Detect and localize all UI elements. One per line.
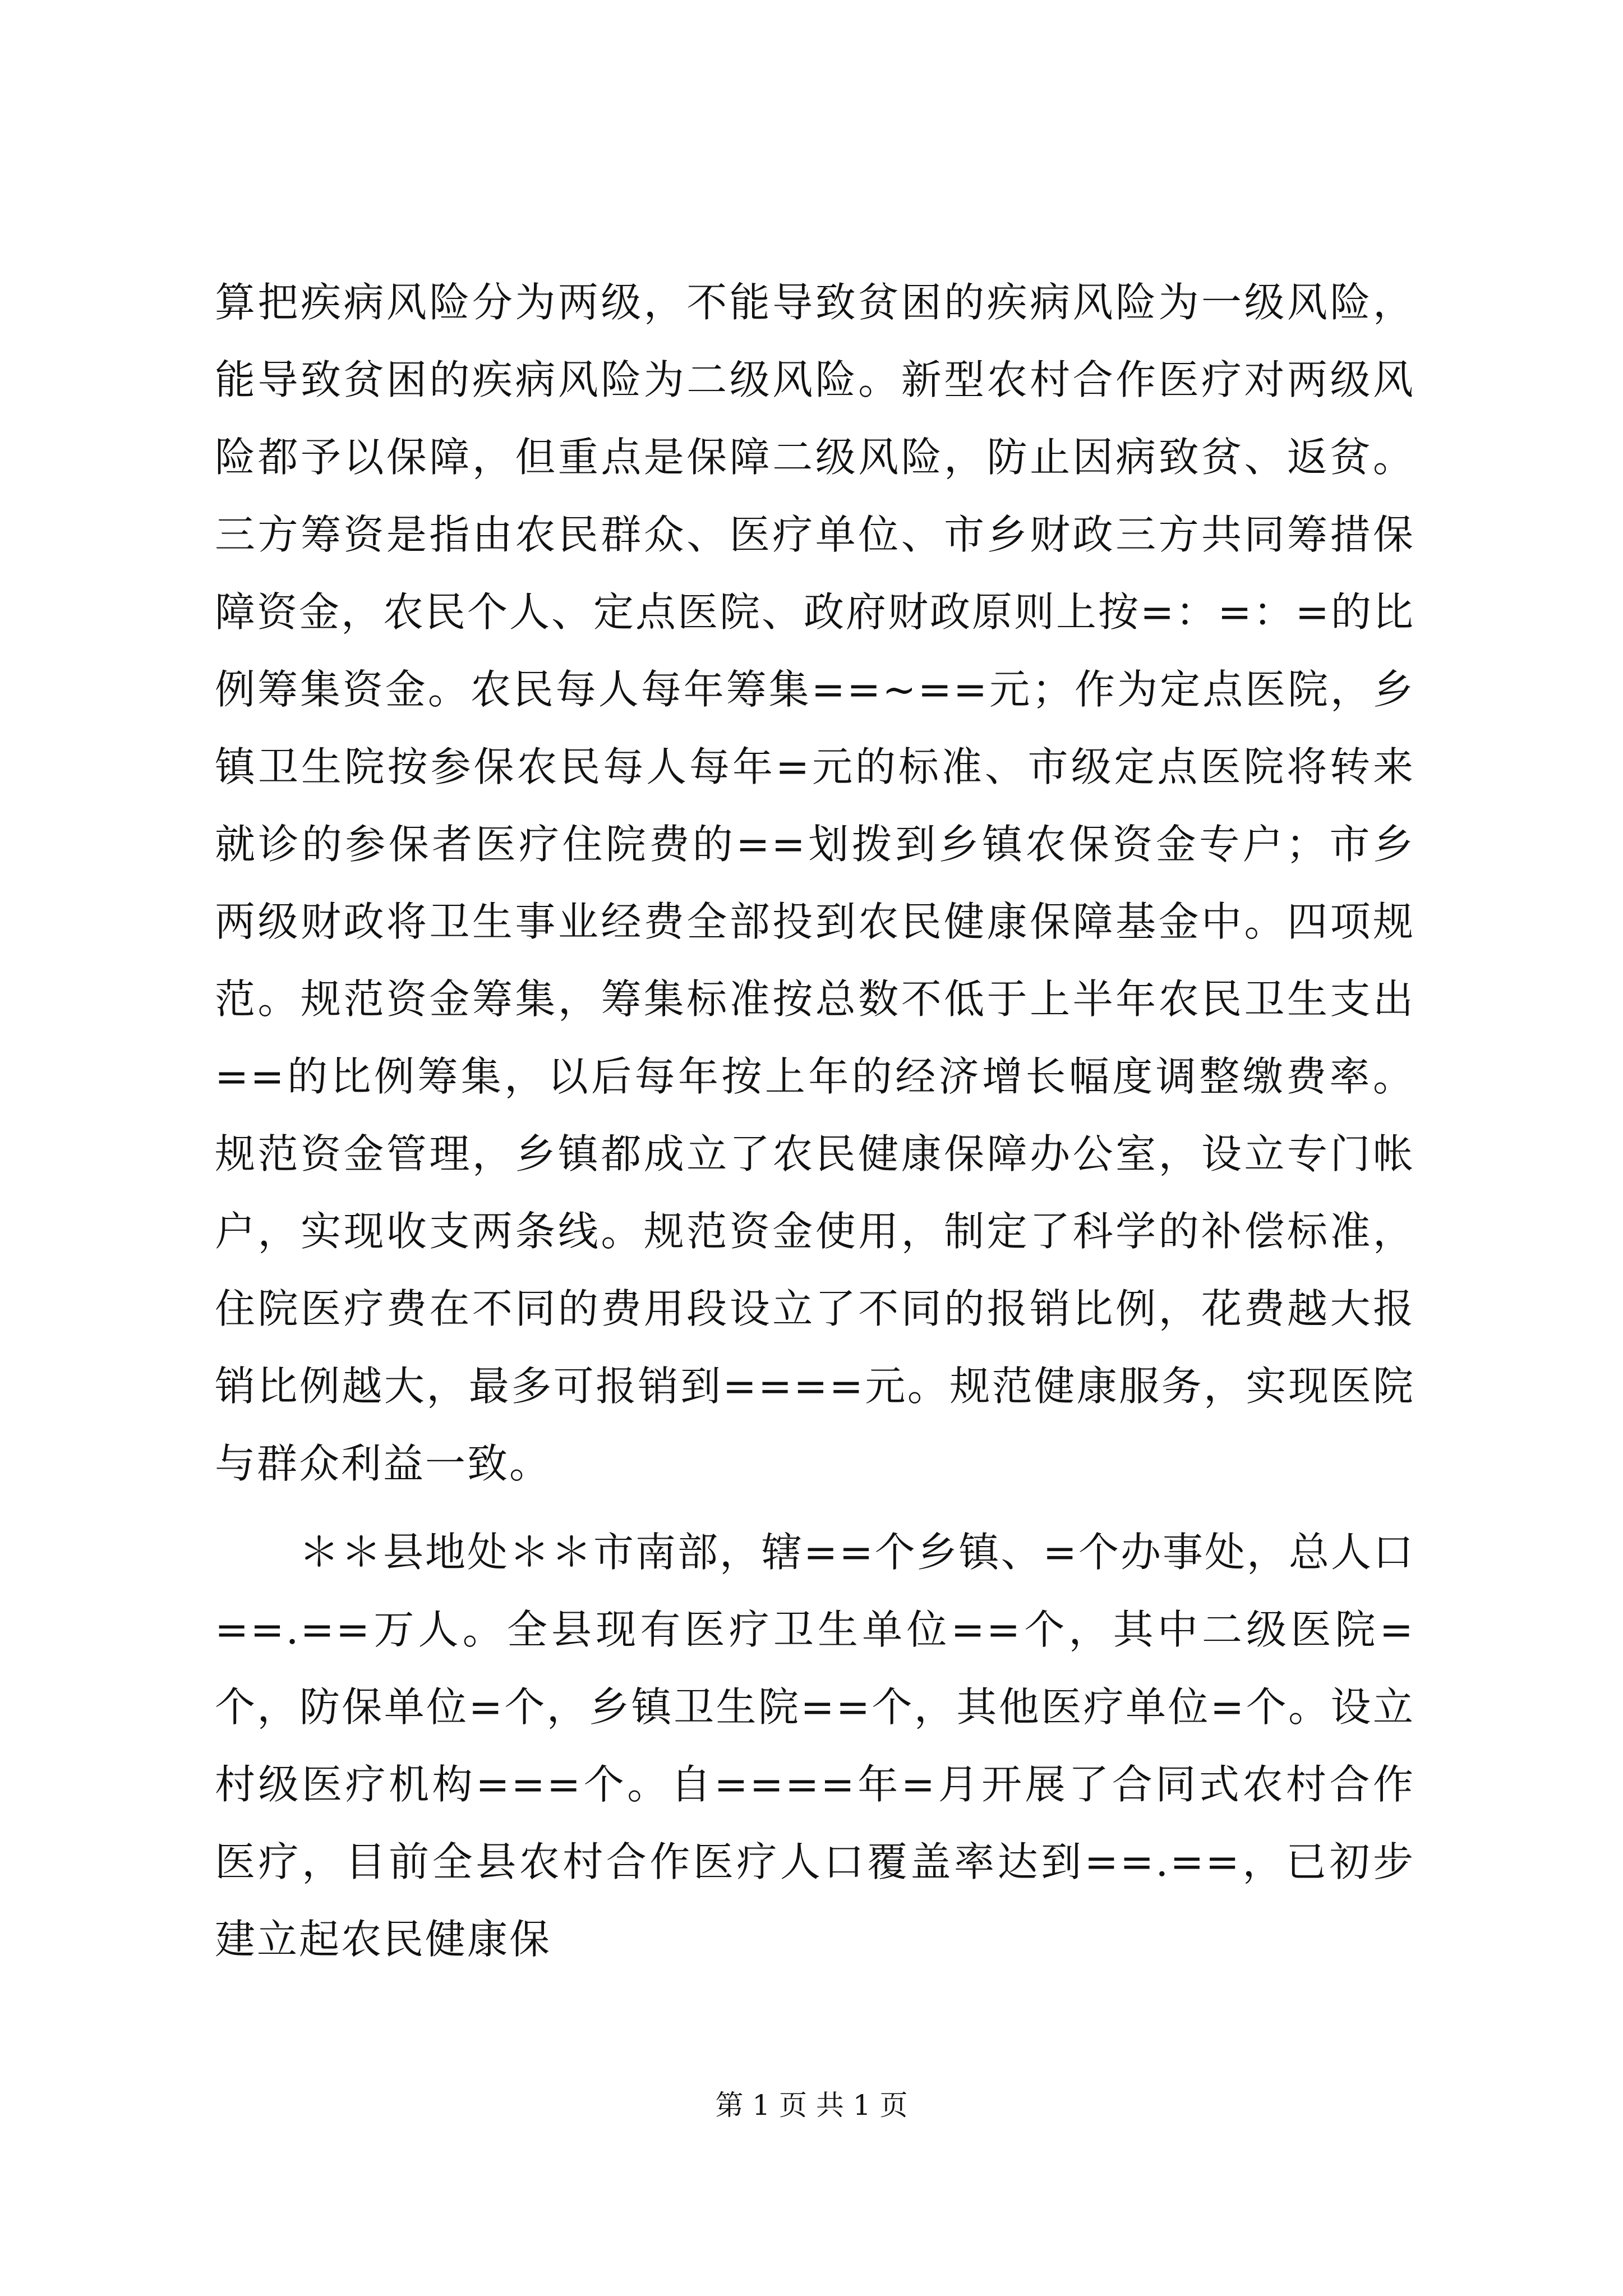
page-footer: 第 1 页 共 1 页 (715, 2089, 908, 2122)
paragraph-1: 算把疾病风险分为两级，不能导致贫困的疾病风险为一级风险，能导致贫困的疾病风险为二级风险。新型农村合作医疗对两级风险都予以保障，但重点是保障二级风险，防止因病致贫、返贫。三方筹资是指由农民群众、医疗单位、市乡财政三方共同筹措保障资金，农民个人、定点医院、政府财政原则上按=：=：=的比例筹集资金。农民每人每年筹集==~==元；作为定点医院，乡镇卫生院按参保农民每人每年=元的标准、市级定点医院将转来就诊的参保者医疗住院费的==划拨到乡镇农保资金专户；市乡两级财政将卫生事业经费全部投到农民健康保障基金中。四项规范。规范资金筹集，筹集标准按总数不低于上半年农民卫生支出==的比例筹集，以后每年按上年的经济增长幅度调整缴费率。规范资金管理，乡镇都成立了农民健康保障办公室，设立专门帐户，实现收支两条线。规范资金使用，制定了科学的补偿标准，住院医疗费在不同的费用段设立了不同的报销比例，花费越大报销比例越大，最多可报销到====元。规范健康服务，实现医院与群众利益一致。 (215, 279, 1415, 1487)
paragraph-2: ＊＊县地处＊＊市南部，辖==个乡镇、=个办事处，总人口==.==万人。全县现有医疗卫生单位==个，其中二级医院=个，防保单位=个，乡镇卫生院==个，其他医疗单位=个。设立村级医疗机构===个。自====年=月开展了合同式农村合作医疗，目前全县农村合作医疗人口覆盖率达到==.==，已初步建立起农民健康保 (215, 1529, 1415, 1963)
document-body (215, 264, 1415, 1978)
